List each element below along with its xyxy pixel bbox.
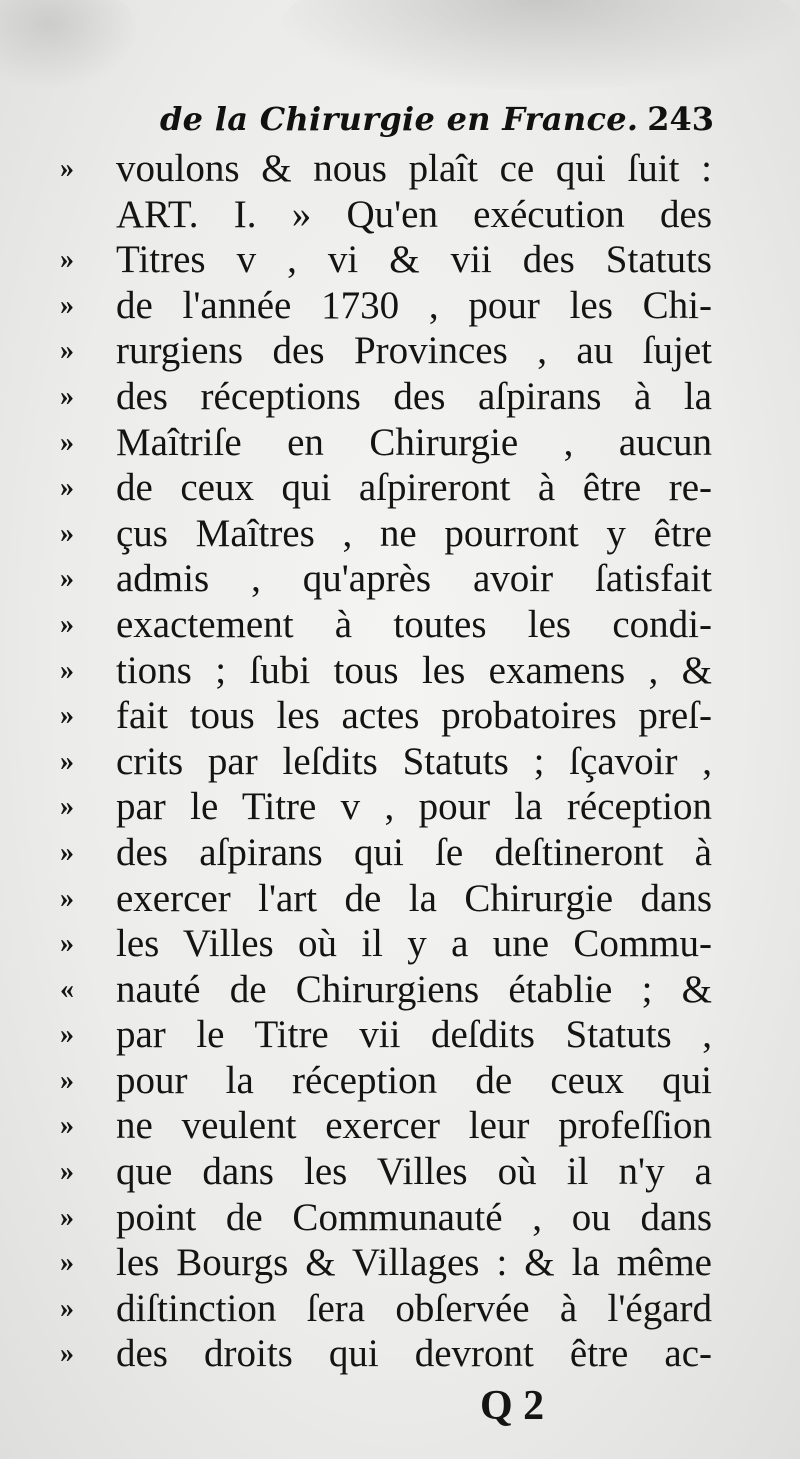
quotation-mark: » bbox=[60, 380, 74, 412]
text-line bbox=[60, 511, 720, 557]
line-text: exercer l'art de la Chirurgie dans bbox=[116, 876, 712, 920]
text-line bbox=[60, 876, 720, 922]
quotation-mark: » bbox=[60, 836, 74, 868]
quotation-mark: » bbox=[60, 153, 74, 184]
quotation-mark: » bbox=[60, 654, 74, 686]
text-line bbox=[60, 1012, 720, 1058]
running-title: de la Chirurgie en France. bbox=[160, 100, 639, 138]
line-text: rurgiens des Provinces , au ſujet bbox=[116, 329, 712, 373]
quotation-mark: » bbox=[60, 1201, 74, 1233]
text-line bbox=[60, 420, 720, 466]
line-text: que dans les Villes où il n'y a bbox=[116, 1150, 712, 1194]
text-line bbox=[60, 739, 720, 785]
text-line bbox=[60, 192, 720, 238]
line-text: pour la réception de ceux qui bbox=[116, 1058, 712, 1102]
line-text: Titres v , vi & vii des Statuts bbox=[116, 238, 712, 282]
line-text: de ceux qui aſpireront à être re- bbox=[116, 466, 712, 510]
line-text: des droits qui devront être ac- bbox=[116, 1332, 712, 1376]
line-text: les Bourgs & Villages : & la même bbox=[116, 1241, 712, 1285]
text-line bbox=[60, 921, 720, 967]
text-line bbox=[60, 693, 720, 739]
text-line bbox=[60, 1103, 720, 1149]
signature-mark: Q 2 bbox=[480, 1383, 545, 1429]
line-text: par le Titre v , pour la réception bbox=[116, 785, 712, 829]
quotation-mark: « bbox=[60, 973, 74, 1005]
quotation-mark: » bbox=[60, 244, 74, 276]
text-line bbox=[60, 1286, 720, 1332]
line-text: des aſpirans qui ſe deſtineront à bbox=[116, 830, 712, 874]
quotation-mark: » bbox=[60, 1156, 74, 1188]
quotation-mark: » bbox=[60, 928, 74, 960]
line-text: fait tous les actes probatoires preſ- bbox=[116, 694, 712, 738]
quotation-mark: » bbox=[60, 1064, 74, 1096]
line-text: par le Titre vii deſdits Statuts , bbox=[116, 1013, 712, 1057]
line-text: de l'année 1730 , pour les Chi- bbox=[116, 283, 712, 327]
line-text: çus Maîtres , ne pourront y être bbox=[116, 511, 712, 555]
text-line bbox=[60, 784, 720, 830]
quotation-mark: » bbox=[60, 1292, 74, 1324]
corner-stain bbox=[0, 0, 140, 90]
body-text bbox=[60, 146, 720, 1377]
line-text: point de Communauté , ou dans bbox=[116, 1195, 712, 1239]
quotation-mark: » bbox=[60, 426, 74, 458]
water-stain bbox=[280, 0, 800, 90]
text-line bbox=[60, 1240, 720, 1286]
quotation-mark: » bbox=[60, 289, 74, 321]
quotation-mark: » bbox=[60, 517, 74, 549]
quotation-mark: » bbox=[60, 700, 74, 732]
line-text: les Villes où il y a une Commu- bbox=[116, 922, 712, 966]
page-header bbox=[160, 98, 720, 150]
quotation-mark: » bbox=[60, 608, 74, 640]
line-text: nauté de Chirurgiens établie ; & bbox=[116, 967, 712, 1011]
line-text: voulons & nous plaît ce qui ſuit : bbox=[116, 147, 712, 190]
quotation-mark: » bbox=[60, 1338, 74, 1370]
text-line bbox=[60, 374, 720, 420]
line-text: Maîtriſe en Chirurgie , aucun bbox=[116, 420, 712, 464]
text-line bbox=[60, 1331, 720, 1377]
text-line bbox=[60, 1149, 720, 1195]
line-text: crits par leſdits Statuts ; ſçavoir , bbox=[116, 739, 712, 783]
text-line bbox=[60, 967, 720, 1013]
quotation-mark: » bbox=[60, 1110, 74, 1142]
text-line bbox=[60, 1195, 720, 1241]
text-line bbox=[60, 237, 720, 283]
line-text: tions ; ſubi tous les examens , & bbox=[116, 648, 712, 692]
page-number: 243 bbox=[647, 100, 714, 138]
text-line bbox=[60, 283, 720, 329]
line-text: admis , qu'après avoir ſatisfait bbox=[116, 557, 712, 601]
text-line bbox=[60, 556, 720, 602]
text-line bbox=[60, 830, 720, 876]
quotation-mark: » bbox=[60, 472, 74, 504]
quotation-mark: » bbox=[60, 882, 74, 914]
quotation-mark: » bbox=[60, 335, 74, 367]
text-line bbox=[60, 1058, 720, 1104]
quotation-mark: » bbox=[60, 791, 74, 823]
quotation-mark: » bbox=[60, 1247, 74, 1279]
line-text: diſtinction ſera obſervée à l'égard bbox=[116, 1286, 712, 1330]
text-line bbox=[60, 146, 720, 192]
line-text: ART. I. » Qu'en exécution des bbox=[116, 192, 712, 236]
quotation-mark: » bbox=[60, 563, 74, 595]
line-text: exactement à toutes les condi- bbox=[116, 602, 712, 646]
text-line bbox=[60, 328, 720, 374]
quotation-mark: » bbox=[60, 1019, 74, 1051]
text-line bbox=[60, 648, 720, 694]
line-text: ne veulent exercer leur profeſſion bbox=[116, 1104, 712, 1148]
quotation-mark: » bbox=[60, 745, 74, 777]
line-text: des réceptions des aſpirans à la bbox=[116, 374, 712, 418]
text-line bbox=[60, 465, 720, 511]
text-line bbox=[60, 602, 720, 648]
